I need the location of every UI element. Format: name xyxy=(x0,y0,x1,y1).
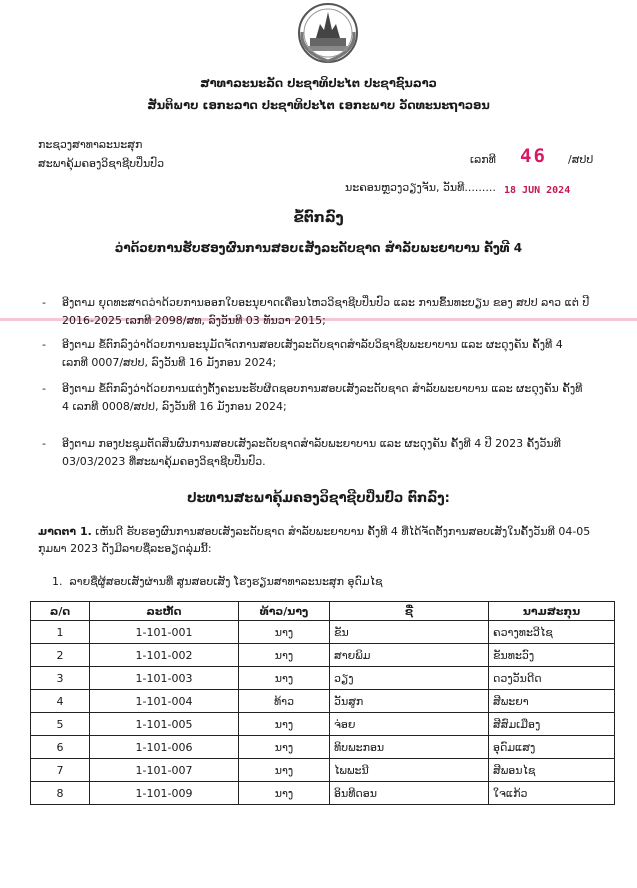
basis-item: - ອີງຕາມ ຂໍ້ຕົກລົງວ່າດ້ວຍການອະນຸມັດຈັດການສອບເສັງລະດັບຊາດສຳລັບວິຊາຊີບພະຍາບານ ແລະ ຜະດຸງຄັນ ຄັ້ງທີ 4 ເລກທີ 0007/ສປປ, ລົງວັນທີ 16 ມັງກອນ 2024; xyxy=(42,338,563,369)
national-emblem xyxy=(294,2,362,64)
section-subheading: 1. ລາຍຊື່ຜູ້ສອບເສັງຜ່ານທີ່ ສູນສອບເສັງ ໂຮງຮຽນສາທາລະນະສຸກ ອຸດົມໄຊ xyxy=(52,575,383,588)
article-1 xyxy=(38,523,608,557)
ref-number-value: 46 xyxy=(520,145,547,167)
table-row: 6 1-101-006 ນາງ ທິບພະກອນ ອຸດົມແສງ xyxy=(31,736,615,759)
document-title: ຂໍ້ຕົກລົງ xyxy=(293,210,344,226)
table-row: 4 1-101-004 ທ້າວ ວັນສູກ ສີພະຍາ xyxy=(31,690,615,713)
article-label: ມາດຕາ 1. xyxy=(38,525,92,538)
results-table xyxy=(30,601,615,805)
col-header-number: ລ/ດ xyxy=(31,602,90,621)
basis-item: - ອີງຕາມ ຂໍ້ຕົກລົງວ່າດ້ວຍການແຕ່ງຕັ້ງຄະນະຮັບຜິດຊອບການສອບເສັງລະດັບຊາດ ສຳລັບພະຍາບານ ແລະ ຜະດຸງຄັນ ຄັ້ງທີ 4 ເລກທີ 0008/ສປປ, ລົງວັນທີ 16 ມັງກອນ 2024; xyxy=(42,382,583,413)
ref-number-suffix: /ສປປ xyxy=(568,153,594,166)
republic-heading: ສາທາລະນະລັດ ປະຊາທິປະໄຕ ປະຊາຊົນລາວ xyxy=(200,76,437,90)
col-header-code: ລະຫັດ xyxy=(90,602,239,621)
proclamation-heading: ປະທານສະພາຄຸ້ມຄອງວິຊາຊີບປິ່ນປົວ ຕົກລົງ: xyxy=(187,491,450,506)
col-header-first-name: ຊື່ xyxy=(330,602,489,621)
date-stamp: 18 JUN 2024 xyxy=(504,185,571,196)
national-motto: ສັນຕິພາບ ເອກະລາດ ປະຊາທິປະໄຕ ເອກະພາບ ວັດທະນະຖາວອນ xyxy=(147,98,490,112)
council-name: ສະພາຄຸ້ມຄອງວິຊາຊີບປິ່ນປົວ xyxy=(38,157,165,170)
ref-number-label: ເລກທີ xyxy=(470,153,496,166)
table-row: 2 1-101-002 ນາງ ສາຍພິມ ຂັນທະວົງ xyxy=(31,644,615,667)
table-header-row xyxy=(31,602,615,621)
basis-item: - ອີງຕາມ ຍຸດທະສາດວ່າດ້ວຍການອອກໃບອະນຸຍາດເຄື່ອນໄຫວວິຊາຊີບປິ່ນປົວ ແລະ ການຂຶ້ນທະບຽນ ຂອງ ສປປ ລາວ ແຕ່ ປີ 2016-2025 ເລກທີ 2098/ສທ, ລົງວັນທີ 03 ທັນວາ 2015; xyxy=(42,296,590,327)
table-row: 7 1-101-007 ນາງ ໄພພະນີ ສີພອນໄຊ xyxy=(31,759,615,782)
ministry-name: ກະຊວງສາທາລະນະສຸກ xyxy=(38,138,143,151)
table-row: 3 1-101-003 ນາງ ວຽງ ດວງວັນດີດ xyxy=(31,667,615,690)
table-row: 5 1-101-005 ນາງ ຈ່ອຍ ສີສົມເມືອງ xyxy=(31,713,615,736)
col-header-last-name: ນາມສະກຸນ xyxy=(489,602,615,621)
article-text: ເຫັນດີ ຮັບຮອງຜົນການສອບເສັງລະດັບຊາດ ສຳລັບພະຍາບານ ຄັ້ງທີ 4 ທີ່ໄດ້ຈັດຕັ້ງການສອບເສັງໃນຄັ້ງວັນທີ 04-05 ກຸມພາ 2023 ດັ່ງມີລາຍຊື່ລະອຽດລຸ່ມນີ້: xyxy=(38,525,591,555)
document-subtitle: ວ່າດ້ວຍການຮັບຮອງຜົນການສອບເສັງລະດັບຊາດ ສຳລັບພະຍາບານ ຄັ້ງທີ 4 xyxy=(114,241,523,255)
basis-item: - ອີງຕາມ ກອງປະຊຸມຕັດສິນຜົນການສອບເສັງລະດັບຊາດສຳລັບພະຍາບານ ແລະ ຜະດຸງຄັນ ຄັ້ງທີ 4 ປີ 2023 ຄັ້ງວັນທີ 03/03/2023 ທີ່ສະພາຄຸ້ມຄອງວິຊາຊີບປິ່ນປົວ. xyxy=(42,437,561,468)
table-row: 1 1-101-001 ນາງ ຂັນ ຄວາງທະວີໄຊ xyxy=(31,621,615,644)
place-date-label: ນະຄອນຫຼວງວຽງຈັນ, ວັນທີ......... xyxy=(345,181,496,194)
table-row: 8 1-101-009 ນາງ ອິນທີດອນ ໃຈແກ້ວ xyxy=(31,782,615,805)
col-header-title: ທ້າວ/ນາງ xyxy=(239,602,330,621)
